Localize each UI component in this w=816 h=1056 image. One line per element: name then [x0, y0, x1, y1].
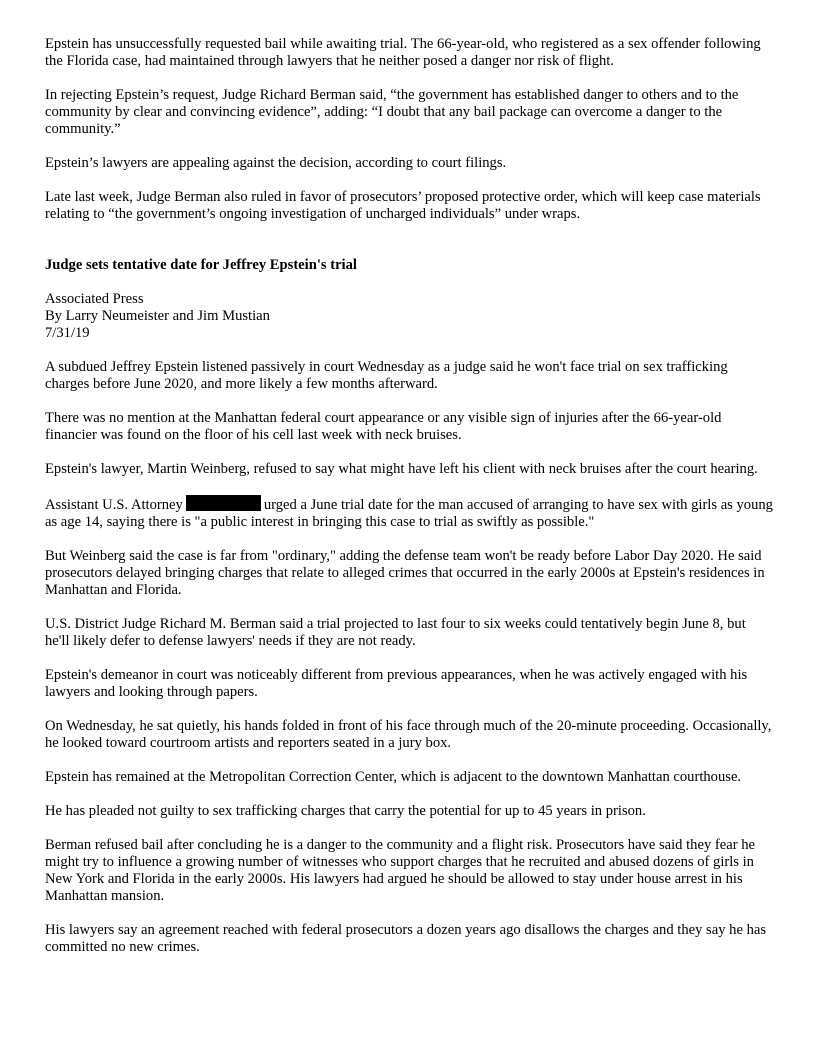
paragraph: On Wednesday, he sat quietly, his hands folded in front of his face through much of the 20-minute proceeding. Occasionally, he looked toward courtroom artists and reporters seated in a jury box. — [45, 718, 772, 751]
paragraph: Epstein has unsuccessfully requested bail while awaiting trial. The 66-year-old, who registered as a sex offender following the Florida case, had maintained through lawyers that he neither posed a danger nor risk of flight. — [45, 36, 761, 69]
article-source: Associated Press — [45, 291, 144, 307]
paragraph: Late last week, Judge Berman also ruled in favor of prosecutors’ proposed protective order, which will keep case materials relating to “the government’s ongoing investigation of uncharged individuals” under wraps. — [45, 189, 761, 222]
paragraph: His lawyers say an agreement reached with federal prosecutors a dozen years ago disallows the charges and they say he has committed no new crimes. — [45, 922, 767, 955]
paragraph: Epstein's lawyer, Martin Weinberg, refused to say what might have left his client with neck bruises after the court hearing. — [45, 461, 758, 477]
paragraph: But Weinberg said the case is far from "ordinary," adding the defense team won't be ready before Labor Day 2020. He said prosecutors delayed bringing charges that relate to alleged crimes that occurred in the early 2000s at Epstein's residences in Manhattan and Florida. — [45, 548, 765, 598]
paragraph: There was no mention at the Manhattan federal court appearance or any visible sign of injuries after the 66-year-old financier was found on the floor of his cell last week with neck bruises. — [45, 410, 722, 443]
section-gap — [45, 240, 773, 257]
paragraph-text-before-redaction: Assistant U.S. Attorney — [45, 497, 183, 513]
byline-block — [45, 291, 773, 342]
paragraph: U.S. District Judge Richard M. Berman said a trial projected to last four to six weeks could tentatively begin June 8, but he'll likely defer to defense lawyers' needs if they are not ready. — [45, 616, 746, 649]
paragraph-text-after-redaction: urged a June trial date for the man accused of arranging to have sex with girls as young as age 14, saying there is "a public interest in bringing this case to trial as swiftly as possible." — [45, 497, 773, 530]
article-date: 7/31/19 — [45, 325, 90, 341]
article-headline: Judge sets tentative date for Jeffrey Epstein's trial — [45, 257, 357, 273]
paragraph: Berman refused bail after concluding he is a danger to the community and a flight risk. Prosecutors have said they fear he might try to influence a growing number of witnesses who support charges that he recruited and abused dozens of girls in New York and Florida in the early 2000s. His lawyers had argued he should be allowed to stay under house arrest in his Manhattan mansion. — [45, 837, 755, 904]
paragraph: In rejecting Epstein’s request, Judge Richard Berman said, “the government has established danger to others and to the community by clear and convincing evidence”, adding: “I doubt that any bail package can overcome a danger to the community.” — [45, 87, 739, 137]
redaction-block — [186, 495, 261, 511]
article-byline: By Larry Neumeister and Jim Mustian — [45, 308, 270, 324]
paragraph-with-redaction — [45, 495, 773, 531]
paragraph: He has pleaded not guilty to sex trafficking charges that carry the potential for up to 45 years in prison. — [45, 803, 646, 819]
paragraph: Epstein's demeanor in court was noticeably different from previous appearances, when he was actively engaged with his lawyers and looking through papers. — [45, 667, 748, 700]
document-page — [45, 36, 773, 973]
paragraph: Epstein has remained at the Metropolitan Correction Center, which is adjacent to the downtown Manhattan courthouse. — [45, 769, 742, 785]
paragraph: Epstein’s lawyers are appealing against the decision, according to court filings. — [45, 155, 507, 171]
paragraph: A subdued Jeffrey Epstein listened passively in court Wednesday as a judge said he won't face trial on sex trafficking charges before June 2020, and more likely a few months afterward. — [45, 359, 728, 392]
